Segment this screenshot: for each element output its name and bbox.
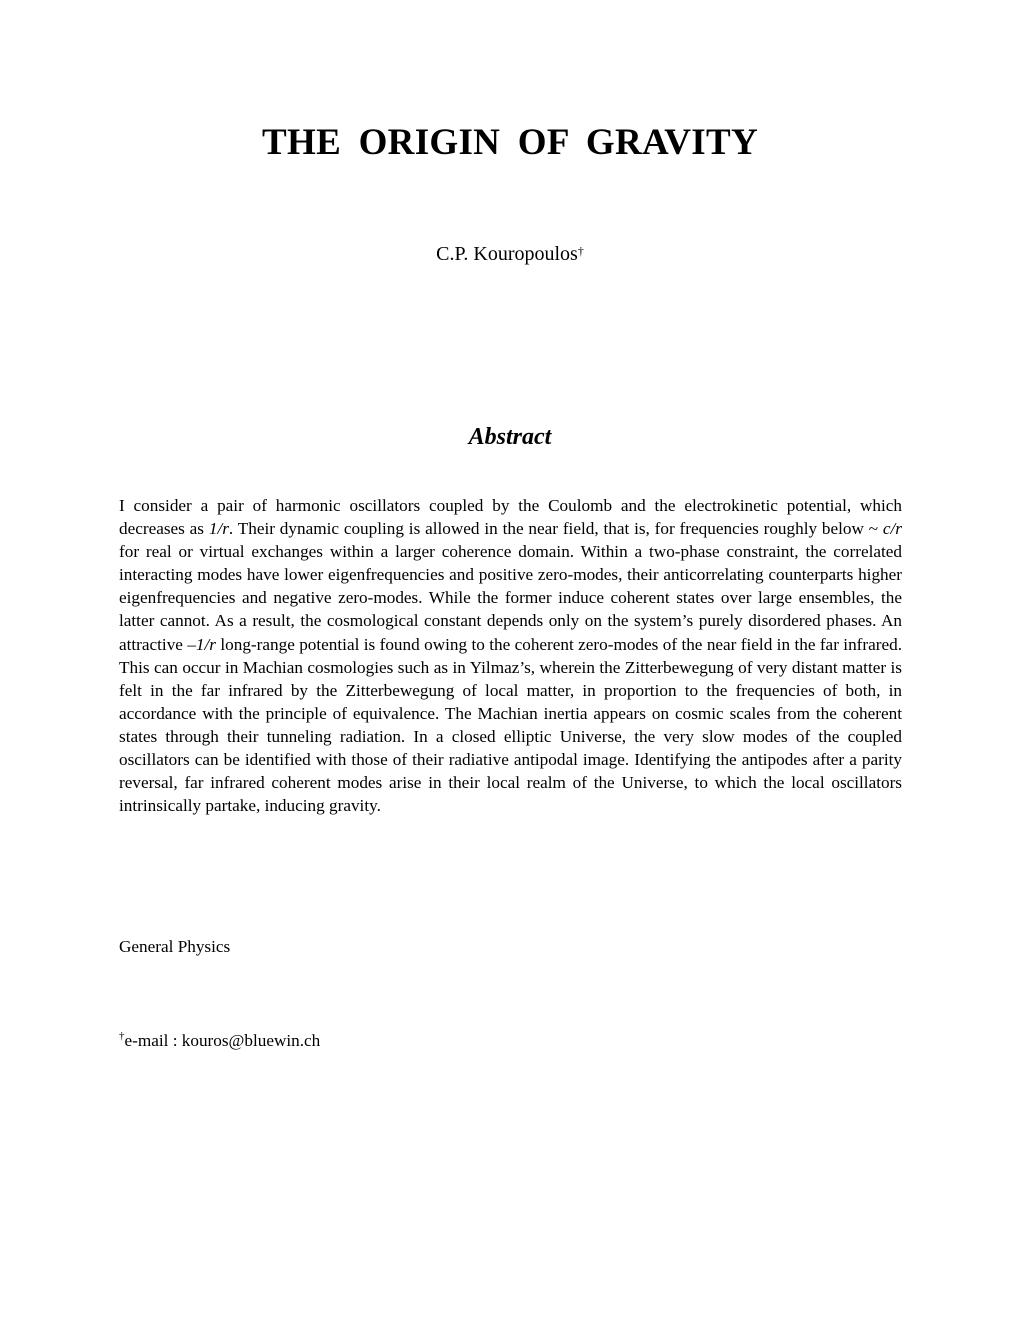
paper-title: THE ORIGIN OF GRAVITY xyxy=(262,122,758,163)
abstract-text xyxy=(119,494,902,817)
abstract-segment: long-range potential is found owing to the coherent zero-modes of the near field in the far infrared. This can occur in Machian cosmologies such as in Yilmaz’s, wherein the Zitterbewegung of very distant matter is felt in the far infrared by the Zitterbewegung of local matter, in proportion to the frequencies of both, in accordance with the principle of equivalence. The Machian inertia appears on cosmic scales from the coherent states through their tunneling radiation. In a closed elliptic Universe, the very slow modes of the coupled oscillators can be identified with those of their radiative antipodal image. Identifying the antipodes after a parity reversal, far infrared coherent modes arise in their local realm of the Universe, to which the local oscillators intrinsically partake, inducing gravity. xyxy=(119,634,902,816)
author-name: C.P. Kouropoulos xyxy=(436,243,578,265)
abstract-segment: . Their dynamic coupling is allowed in the near field, that is, for frequencies roughly below ~ xyxy=(228,519,883,539)
footnote xyxy=(119,1029,320,1052)
abstract-math-1-over-r: 1/r xyxy=(208,519,229,539)
author-footnote-marker: † xyxy=(577,244,584,258)
abstract-segment: for real or virtual exchanges within a larger coherence domain. Within a two-phase constraint, the correlated interacting modes have lower eigenfrequencies and positive zero-modes, their anticorrelating counterparts higher eigenfrequencies and negative zero-modes. While the former induce coherent states over large ensembles, the latter cannot. As a result, the cosmological constant depends only on the system’s purely disordered phases. An attractive xyxy=(119,542,902,654)
subject-category: General Physics xyxy=(119,937,231,956)
abstract-math-c-over-r: c/r xyxy=(882,519,902,539)
abstract-segment: I consider a pair of harmonic oscillators coupled by the Coulomb and the electrokinetic potential, which decreases as xyxy=(119,496,902,539)
author-line xyxy=(0,240,1020,268)
abstract-heading: Abstract xyxy=(468,424,552,450)
footnote-email: e-mail : kouros@bluewin.ch xyxy=(124,1031,321,1050)
abstract-math-minus-1-over-r: –1/r xyxy=(187,634,216,654)
footnote-marker: † xyxy=(119,1030,125,1042)
